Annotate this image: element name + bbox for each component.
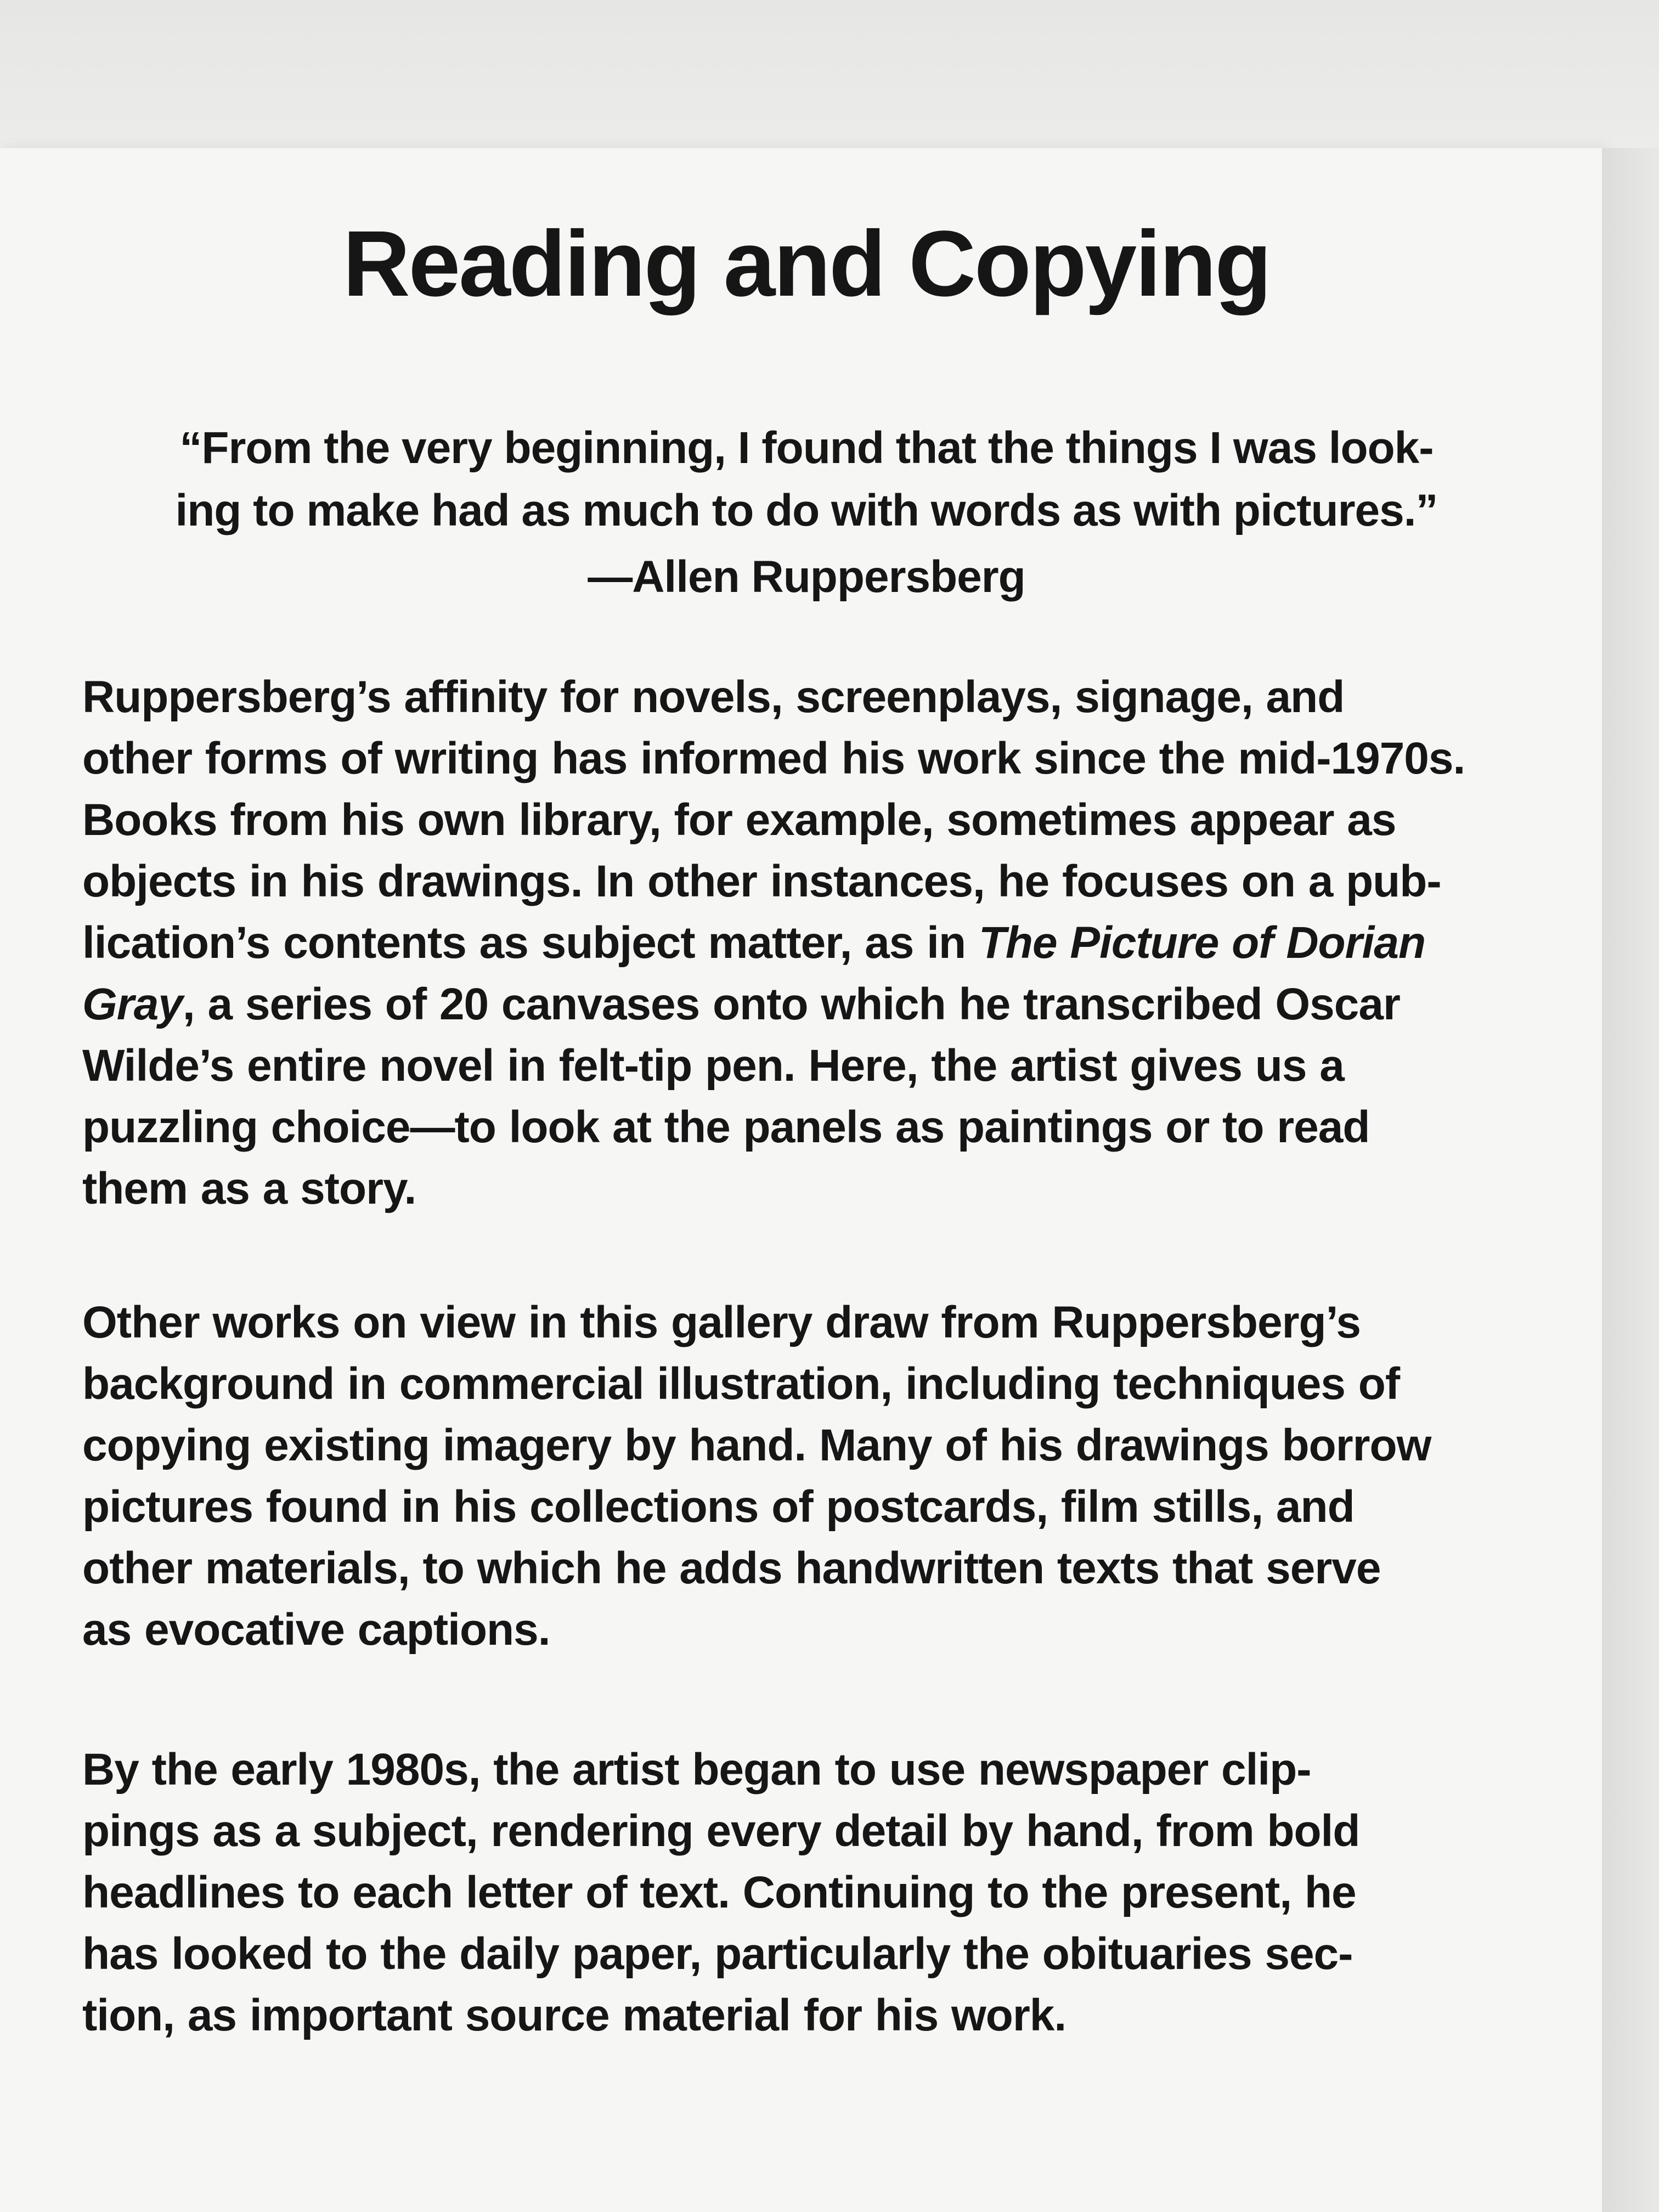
paragraph-novels	[82, 667, 1531, 1220]
paragraph-line: background in commercial illustration, including techniques of	[82, 1359, 1400, 1409]
quote-attribution: —Allen Ruppersberg	[588, 552, 1025, 602]
paragraph-line: as evocative captions.	[82, 1605, 550, 1655]
paragraph-line: pings as a subject, rendering every detail by hand, from bold	[82, 1806, 1360, 1856]
paragraph-line: pictures found in his collections of postcards, film stills, and	[82, 1482, 1355, 1532]
work-title-italic: The Picture of Dorian	[978, 918, 1426, 968]
label-title: Reading and Copying	[342, 212, 1271, 316]
line-text: , a series of 20 canvases onto which he transcribed Oscar	[182, 979, 1400, 1029]
gallery-wall	[0, 0, 1659, 154]
paragraph-line: By the early 1980s, the artist began to use newspaper clip-	[82, 1745, 1311, 1795]
paragraph-line: Wilde’s entire novel in felt-tip pen. Here, the artist gives us a	[82, 1041, 1344, 1091]
quote-line: “From the very beginning, I found that the things I was look-	[179, 423, 1434, 473]
paragraph-line: copying existing imagery by hand. Many of his drawings borrow	[82, 1420, 1431, 1470]
quote-line: ing to make had as much to do with words as with pictures.”	[175, 486, 1438, 535]
paragraph-line: has looked to the daily paper, particularly the obituaries sec-	[82, 1929, 1353, 1979]
line-text: lication’s contents as subject matter, as in	[82, 918, 979, 968]
paragraph-line: Books from his own library, for example, sometimes appear as	[82, 795, 1396, 845]
paragraph-line: puzzling choice—to look at the panels as paintings or to read	[82, 1102, 1370, 1152]
paragraph-line: headlines to each letter of text. Continuing to the present, he	[82, 1867, 1356, 1917]
paragraph-line: Ruppersberg’s affinity for novels, screenplays, signage, and	[82, 672, 1345, 722]
paragraph-line: other forms of writing has informed his work since the mid-1970s.	[82, 733, 1465, 783]
panel-edge-shadow	[1602, 148, 1659, 2212]
paragraph-line: tion, as important source material for his work.	[82, 1990, 1066, 2040]
paragraph-newspapers	[82, 1739, 1531, 2046]
paragraph-line: Other works on view in this gallery draw from Ruppersberg’s	[82, 1297, 1361, 1347]
artist-quote	[99, 417, 1514, 542]
paragraph-line: other materials, to which he adds handwritten texts that serve	[82, 1543, 1381, 1593]
paragraph-line: objects in his drawings. In other instances, he focuses on a pub-	[82, 856, 1441, 906]
paragraph-line	[82, 974, 1531, 1035]
paragraph-illustration	[82, 1292, 1531, 1661]
paragraph-line	[82, 912, 1531, 974]
work-title-italic: Gray	[82, 979, 183, 1029]
paragraph-line: them as a story.	[82, 1164, 416, 1214]
